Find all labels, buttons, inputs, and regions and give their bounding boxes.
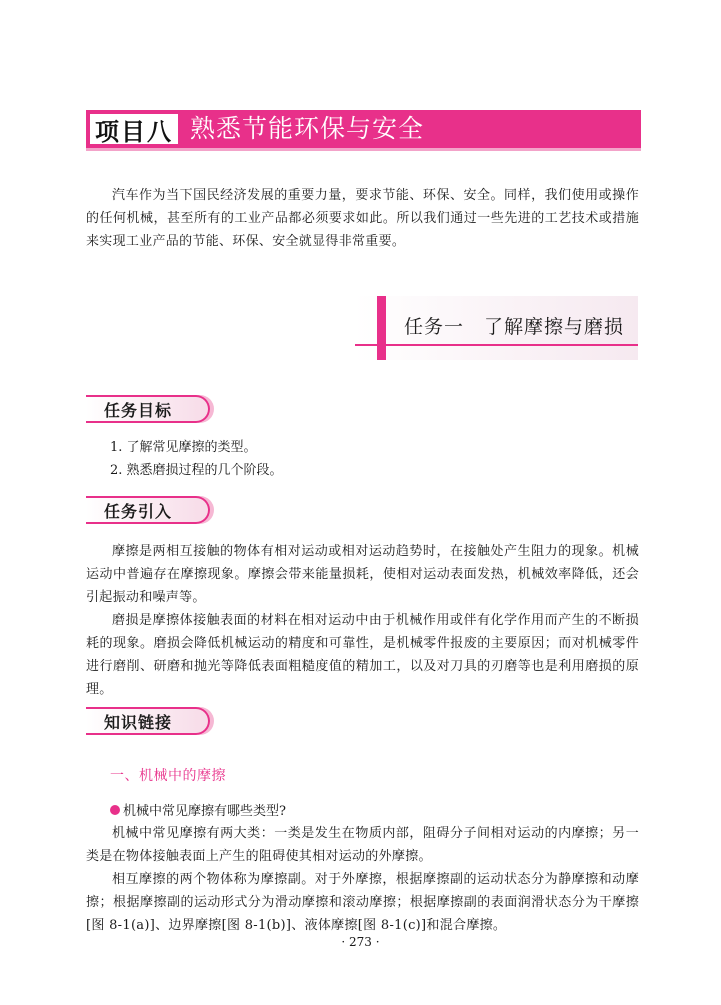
project-title: 熟悉节能环保与安全 bbox=[190, 114, 425, 143]
page-number: · 273 · bbox=[341, 935, 380, 949]
section-label-goals: 任务目标 bbox=[86, 395, 210, 423]
section-label-knowledge: 知识链接 bbox=[86, 707, 210, 735]
goal-item: 1. 了解常见摩擦的类型。 bbox=[110, 440, 257, 455]
knowledge-paragraph: 机械中常见摩擦有两大类：一类是发生在物质内部，阻碍分子间相对运动的内摩擦；另一类是在物体接触表面上产生的阻碍使其相对运动的外摩擦。 bbox=[86, 826, 639, 864]
knowledge-body bbox=[86, 822, 639, 937]
task-header-underline bbox=[355, 344, 638, 346]
task-header-accent bbox=[377, 296, 386, 360]
introduction-paragraph: 磨损是摩擦体接触表面的材料在相对运动中由于机械作用或伴有化学作用而产生的不断损耗的现象。磨损会降低机械运动的精度和可靠性，是机械零件报废的主要原因；而对机械零件进行磨削、研磨和抛光等降低表面粗糙度值的精加工，以及对刀具的刃磨等也是利用磨损的原理。 bbox=[86, 613, 639, 697]
project-intro bbox=[86, 184, 639, 253]
question-line bbox=[110, 800, 286, 819]
task-title: 任务一 了解摩擦与磨损 bbox=[404, 316, 625, 338]
introduction-paragraph: 摩擦是两相互接触的物体有相对运动或相对运动趋势时，在接触处产生阻力的现象。机械运动中普遍存在摩擦现象。摩擦会带来能量损耗，使相对运动表面发热，机械效率降低，还会引起振动和噪声等。 bbox=[86, 544, 639, 605]
bullet-dot-icon bbox=[110, 805, 120, 815]
knowledge-paragraph: 相互摩擦的两个物体称为摩擦副。对于外摩擦，根据摩擦副的运动状态分为静摩擦和动摩擦；根据摩擦副的运动形式分为滑动摩擦和滚动摩擦；根据摩擦副的表面润滑状态分为干摩擦[图 8-1(a)]、边界摩擦[图 8-1(b)]、液体摩擦[图 8-1(c)]和混合摩擦。 bbox=[86, 872, 639, 933]
subheading: 一、机械中的摩擦 bbox=[110, 768, 226, 784]
question-text: 机械中常见摩擦有哪些类型? bbox=[123, 804, 286, 819]
intro-paragraph: 汽车作为当下国民经济发展的重要力量，要求节能、环保、安全。同样，我们使用或操作的任何机械，甚至所有的工业产品都必须要求如此。所以我们通过一些先进的工艺技术或措施来实现工业产品的节能、环保、安全就显得非常重要。 bbox=[86, 188, 639, 249]
project-number: 项目八 bbox=[90, 114, 178, 144]
section-label-introduction: 任务引入 bbox=[86, 496, 210, 524]
goal-item: 2. 熟悉磨损过程的几个阶段。 bbox=[110, 463, 283, 478]
introduction-body bbox=[86, 540, 639, 701]
